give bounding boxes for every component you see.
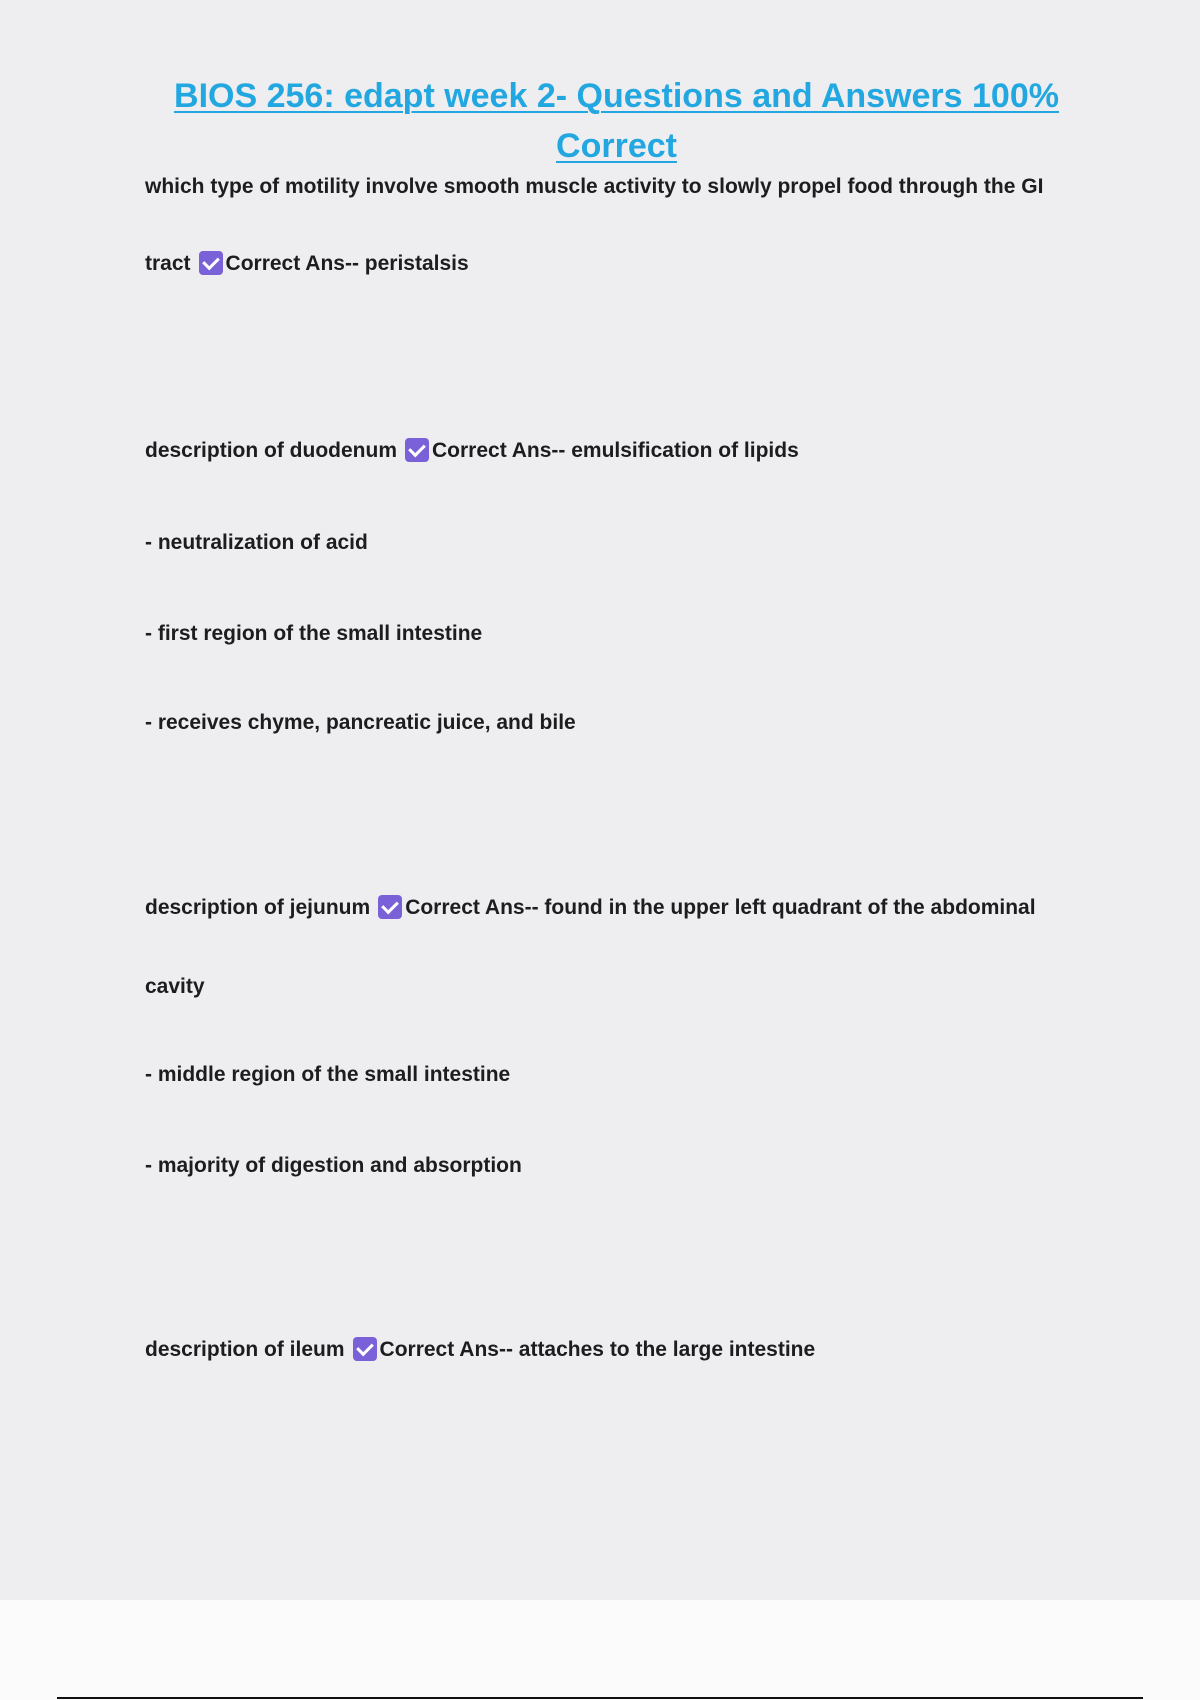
footer-divider — [57, 1697, 1143, 1699]
question-1-answer-line — [145, 251, 469, 277]
question-3-point-1: - middle region of the small intestine — [145, 1063, 511, 1086]
question-1-text — [145, 174, 1043, 200]
question-4-answer: Correct Ans-- attaches to the large intestine — [379, 1338, 816, 1361]
question-2-answer: Correct Ans-- emulsification of lipids — [432, 439, 799, 462]
document-title-line1: BIOS 256: edapt week 2- Questions and Answers 100% — [174, 77, 1059, 115]
question-1-line2: tract — [145, 252, 191, 275]
checkbox-checked-icon — [199, 251, 223, 275]
question-2-point-1: - neutralization of acid — [145, 531, 368, 554]
checkbox-checked-icon — [405, 438, 429, 462]
question-2-point-2: - first region of the small intestine — [145, 622, 483, 645]
question-2-text: description of duodenum — [145, 439, 397, 462]
document-title-line2: Correct — [556, 127, 677, 165]
checkbox-checked-icon — [353, 1337, 377, 1361]
question-3-answer: Correct Ans-- found in the upper left quadrant of the abdominal — [405, 896, 1036, 919]
question-4-text: description of ileum — [145, 1338, 345, 1361]
question-2-point-3: - receives chyme, pancreatic juice, and bile — [145, 711, 576, 734]
question-3-point-2: - majority of digestion and absorption — [145, 1154, 522, 1177]
question-1-line1: which type of motility involve smooth muscle activity to slowly propel food through the GI — [145, 175, 1044, 198]
question-3-text: description of jejunum — [145, 896, 371, 919]
question-4-line — [145, 1337, 815, 1363]
checkbox-checked-icon — [378, 895, 402, 919]
question-2-line — [145, 438, 799, 464]
question-3-answer-cont: cavity — [145, 975, 205, 998]
question-3-line — [145, 895, 1036, 921]
question-1-answer: Correct Ans-- peristalsis — [225, 252, 469, 275]
